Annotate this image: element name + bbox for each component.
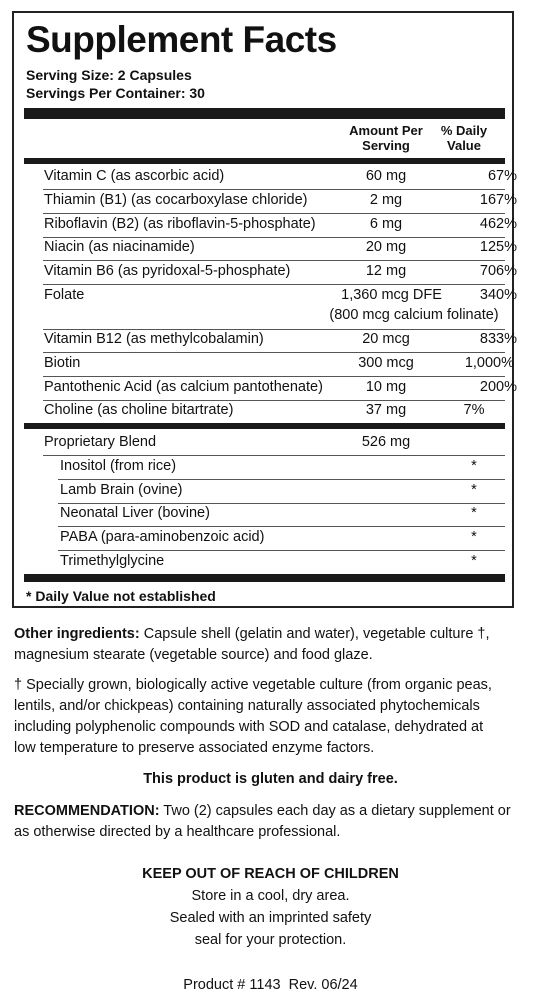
row-divider [58,479,505,480]
nutrient-dv: 340% [479,287,517,303]
row-divider [43,329,505,330]
nutrient-name: Niacin (as niacinamide) [44,239,195,255]
nutrient-amount: 6 mg [369,216,403,232]
nutrient-dv: 200% [479,379,517,395]
blend-amount: 526 mg [361,434,411,450]
thick-divider-top [24,108,505,119]
nutrient-name: Folate [44,287,85,303]
supplement-facts-panel [12,11,517,608]
recommendation-line1: Two (2) capsules each day as a dietary supplement or [159,803,511,819]
daily-value-footnote: * Daily Value not established [26,588,216,604]
storage-line3: seal for your protection. [194,932,347,948]
nutrient-name: Biotin [44,355,81,371]
nutrient-name: Pantothenic Acid (as calcium pantothenate) [44,379,323,395]
blend-item-name: Neonatal Liver (bovine) [60,505,210,521]
servings-per-container: Servings Per Container: 30 [26,85,205,101]
nutrient-dv: 125% [479,239,517,255]
storage-line2: Sealed with an imprinted safety [169,910,372,926]
other-ingredients-line2: magnesium stearate (vegetable source) and food glaze. [14,647,373,663]
nutrient-amount: 12 mg [365,263,407,279]
row-divider [43,213,505,214]
row-divider [43,237,505,238]
nutrient-name: Choline (as choline bitartrate) [44,402,234,418]
culture-note [14,675,529,759]
nutrient-amount: 1,360 mcg DFE [341,287,442,303]
dv-header-line2: Value [447,138,481,153]
other-ingredients-label: Other ingredients: [14,626,140,642]
nutrient-dv: 1,000% [464,355,514,371]
culture-note-line4: low temperature to preserve associated enzyme factors. [14,740,375,756]
nutrient-amount: 300 mcg [358,355,414,371]
row-divider [43,189,505,190]
nutrient-amount: 60 mg [365,168,407,184]
nutrient-amount-detail: (800 mcg calcium folinate) [329,307,499,323]
daily-value-header [434,123,494,153]
row-divider [43,400,505,401]
row-divider [58,526,505,527]
nutrient-amount: 20 mcg [362,331,410,347]
other-ingredients [14,624,529,666]
row-divider [43,260,505,261]
nutrient-dv: 462% [479,216,517,232]
recommendation-label: RECOMMENDATION: [14,803,160,819]
row-divider [58,550,505,551]
panel-title: Supplement Facts [26,19,337,60]
amount-header-line2: Serving [362,138,410,153]
dv-header-line1: % Daily [440,123,488,138]
divider-bottom [24,574,505,582]
nutrient-dv: 833% [479,331,517,347]
nutrient-name: Vitamin B6 (as pyridoxal-5-phosphate) [44,263,291,279]
amount-header-line1: Amount Per [349,123,423,138]
nutrient-name: Riboflavin (B2) (as riboflavin-5-phosphate) [44,216,316,232]
row-divider [43,376,505,377]
blend-item-name: Lamb Brain (ovine) [60,482,183,498]
gluten-dairy-free: This product is gluten and dairy free. [143,771,398,787]
row-divider [58,503,505,504]
nutrient-dv: 167% [479,192,517,208]
other-ingredients-line1: Capsule shell (gelatin and water), vegetable culture †, [139,626,490,642]
nutrient-name: Thiamin (B1) (as cocarboxylase chloride) [44,192,308,208]
nutrient-name: Vitamin C (as ascorbic acid) [44,168,225,184]
culture-note-line2: lentils, and/or chickpeas) containing naturally associated phytochemicals [14,698,480,714]
nutrient-dv: 67% [487,168,517,184]
product-number: Product # 1143 Rev. 06/24 [183,977,358,993]
nutrient-amount: 2 mg [369,192,403,208]
blend-name: Proprietary Blend [44,434,157,450]
serving-size: Serving Size: 2 Capsules [26,67,192,83]
nutrient-dv: 7% [463,402,485,418]
culture-note-line3: including polyphenolic compounds with SOD and catalase, dehydrated at [14,719,484,735]
divider-header [24,158,505,164]
blend-item-name: Inositol (from rice) [60,458,177,474]
recommendation [14,801,529,843]
blend-item-dv: * [471,482,477,498]
blend-item-name: PABA (para-aminobenzoic acid) [60,529,265,545]
row-divider [43,352,505,353]
nutrient-dv: 706% [479,263,517,279]
blend-item-dv: * [471,529,477,545]
row-divider [43,455,505,456]
row-divider [43,284,505,285]
blend-item-name: Trimethylglycine [60,553,165,569]
divider-blend [24,423,505,429]
nutrient-amount: 10 mg [365,379,407,395]
blend-item-dv: * [471,505,477,521]
nutrient-amount: 20 mg [365,239,407,255]
blend-item-dv: * [471,553,477,569]
culture-note-line1: † Specially grown, biologically active vegetable culture (from organic peas, [14,677,492,693]
recommendation-line2: as otherwise directed by a healthcare professional. [14,824,341,840]
amount-per-serving-header [336,123,436,153]
nutrient-amount: 37 mg [365,402,407,418]
warning-title: KEEP OUT OF REACH OF CHILDREN [142,866,399,882]
storage-line1: Store in a cool, dry area. [191,888,350,904]
blend-item-dv: * [471,458,477,474]
nutrient-name: Vitamin B12 (as methylcobalamin) [44,331,264,347]
